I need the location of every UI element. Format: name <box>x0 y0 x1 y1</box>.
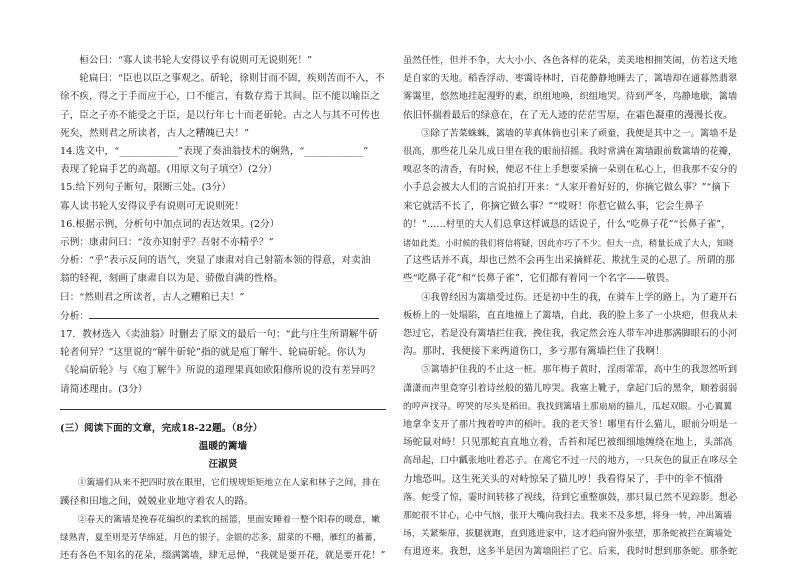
article-line: ③除了苦菜蛛蛛，篱墙的苹真体倘也引来了顽童，我便是其中之一。篱墙不是 <box>421 127 738 139</box>
article-line: 是自家的天地。稻香浮动、枣霭诗林时，百花静静地睡去了，篱墙却在通暮然翡翠 <box>403 73 738 85</box>
article-line: 些“吃鼻子花”和“长鼻子雀”，它们都有着同一个名字——敬畏。 <box>403 273 676 285</box>
article-line: 落。蛇受了惊，霎时间转移了视线，待到它重整旗鼓，那只鼠已然不见踪影。想必 <box>403 491 738 503</box>
article-line: 雾霭里，悠然地挂起漫野的素，织组地唤，织组地哭。待到严冬，鸟静地歇，篱墙 <box>403 91 738 103</box>
article-line: ⑤篱墙护住我的不止这一桩。那年梅子黄时，淫雨霏霏，高中生的我忽然听到 <box>421 364 738 376</box>
question-17: 17．教材选入《卖油翁》时删去了原文的最后一句：“此与庄生所谓解牛斫 <box>60 329 378 341</box>
article-line: 的！”……村里的大人们总拿这样诚恳的话说子，什么“吃鼻子花”“长鼻子雀”， <box>403 218 731 230</box>
article-line: 嗅忍冬的清香，有时候，便忍不住上手想要采摘一朵别在私心上，但我那不安分的 <box>403 164 738 176</box>
article-line: 虽然任性，但并不争，大大小小、各色各样的花朵，美美地相拥笑闹，仿若这天地 <box>403 55 738 66</box>
text-line: 桓公曰：“寡人读书轮人安得议乎有说则可无说则死！” <box>79 55 313 66</box>
question-14: 14.选文中，“____________”表现了奏油翁技术的娴熟，“____________” <box>60 146 369 158</box>
article-line: 了这些话并不真，却也已然不会再生出采摘鲜花、欺扰生灵的心思了。所谓的那 <box>403 255 735 267</box>
article-line: 还有各色不知名的花朵，缀满篱墙，肆无忌惮，“我就是要开花，就是要开花！” <box>60 550 386 562</box>
article-line: 场蛇鼠对峙！只见那蛇直直地立着，舌苔和尾巴被细细地缠绕在地上，头部高 <box>403 437 733 449</box>
article-line: 板桥上的一处塌陷，直直地撞上了篱墙，自此，我的脸上多了一小块疤，但我从未 <box>403 309 738 321</box>
article-line: 高昂起，口中瓤张地吐着芯子。在离它不过一尺的地方，一只灰色的鼠正在哆尽全 <box>403 455 738 467</box>
text-line: 分析：“乎”表示反问的语气，突显了康肃对自己射箭本领的得意，对卖油 <box>60 255 371 267</box>
question-15: 15.给下列句子断句，限断三处。(3分） <box>60 182 232 194</box>
answer-line: 分析： <box>60 307 386 326</box>
article-line: ②春天的篱墙是挽春花编织的柔软的摇篮，里面安睡着一整个阳春的暖意，嫩 <box>77 514 381 525</box>
text-line: 轮扁曰：“臣也以臣之事观之。斫轮，徐则甘而不固，疾则苦而不入，不 <box>79 73 385 85</box>
article-line: 小手总会被大人们的言说拍打开来：“人家开着好好的，你摘它做么事？”“摘下 <box>403 182 731 194</box>
text-line: 寡人读书轮人安得议乎有说则可无说则死！ <box>60 200 245 212</box>
text-line: 子，臣之子亦不能受之于臣，是以行年七十而老斫轮。古之人与其不可传也 <box>60 109 380 121</box>
article-line: 来它就活不长了，你摘它做么事？”“哎呀！你惹它做么事，它会生鼻子 <box>403 200 704 212</box>
article-line: ①篱墙们从来不把四时放在眼里，它们规规矩矩地立在人家和林子之间，排在 <box>77 478 381 489</box>
text-line: 徐不疾，得之于手而应于心，口不能言，有数存焉于其间。臣不能以喻臣之 <box>60 91 380 103</box>
article-line: 蹊径和田地之间，兢兢业业地守着农人的路。 <box>60 495 254 507</box>
article-line: ④我曾经因为篱墙受过伤。还是初中生的我，在骑车上学的路上，为了避开石 <box>421 291 738 303</box>
article-line: 沟。那时，我便接下来两道伤口，多亏那有篱墙拦住了我啊！ <box>403 346 665 358</box>
text-line: 轮者何异？”这里说的“解牛斫轮”指的就是庖丁解牛、轮扁斫轮。你认为 <box>60 347 366 359</box>
article-line: 场，关紧柴扉，拔腿就跑，直到逃进家中，这才趋向窗外张望，那条蛇被拦在篱墙处 <box>403 529 733 540</box>
article-title: 温暖的篱墙 <box>198 441 248 453</box>
text-line: 《轮扁斫轮》与《庖丁解牛》所说的道理果真如欧阳修所说的没有差异吗？ <box>60 365 380 377</box>
article-author: 汪淑贤 <box>208 459 238 471</box>
article-line: 的哼声找寻。哼哭的尽头是稻田。我找到篱墙上那扇扇的猫儿，瓜起双眼。小心翼翼 <box>403 401 733 412</box>
text-line: 死矣，然则君之所读者，古人之糟魄已夫！” <box>60 127 250 139</box>
article-line: 绿熟青，夏至则是芳华绵延，月色的银子，金银的芯多，甜菜的不栅，雁红的蓄蓄， <box>60 533 382 544</box>
article-line: 那蛇很不甘心，心中气恼，张开大嘴向我扫去。我来不及多想，将身一转，冲出篱墙 <box>403 511 733 522</box>
question-16: 16.根据示例，分析句中加点词的表达效果。(2分） <box>60 218 280 230</box>
text-line: 曰：“然则君之所读者，古人之糟粕已夫！” <box>60 291 245 303</box>
article-line: 力地恐叫。这生死关头的对峙惊呆了猫儿哼！我看得呆了，手中的伞不慎滑 <box>403 473 723 485</box>
text-line: 表现了轮扁手艺的高超。(用原文句子填空）(2分） <box>60 164 278 176</box>
text-line: 请简述理由。(3分） <box>60 383 148 395</box>
article-line: 地拿伞支开了那片拽着哼声的稻叶。我的老天爷！哪里有什么猫儿，眼前分明是一 <box>403 419 738 431</box>
text-line: 示例：康肃问曰：“汝亦知射乎？吾射不亦精乎？” <box>60 237 274 249</box>
article-line: 诸如此类。小时候的我们将信将疑，因此亦巧了不少。但大一点，稍量长成了大人，知晓 <box>403 238 734 249</box>
text-line: 翁的轻视，刻画了康肃自以为是、骄傲自满的性格。 <box>60 273 283 285</box>
section-title: (三）阅读下面的文章，完成18-22题。（8分） <box>60 422 263 434</box>
article-line: 依旧怀揣着最后的绿意在，在了无人迹的茫茫雪原，在霜色凝重的漫漫长夜。 <box>403 109 733 121</box>
article-line: 潇潇而声里竟穿引着诗丝般的猫儿哼哭。我塞上靴子，拿起门后的黑伞，顺着弱弱 <box>403 382 738 394</box>
article-line: 有退迹来。我想，这多半是因为篱墙阻拦了它。后来，我时时想到那条蛇。那条蛇 <box>403 546 738 558</box>
divider <box>60 409 386 410</box>
right-column <box>403 52 737 562</box>
article-line: 怨过它，若是没有篱墙拦住我，挽住我，我定然会连人带车冲进那满脚眼石的小河 <box>403 328 738 340</box>
left-column <box>60 52 386 565</box>
article-line: 很高，那些花儿朵儿成日里在我的眼前招摇。我时常满在篱墙跟前数篱墙的花瓣， <box>403 146 738 158</box>
